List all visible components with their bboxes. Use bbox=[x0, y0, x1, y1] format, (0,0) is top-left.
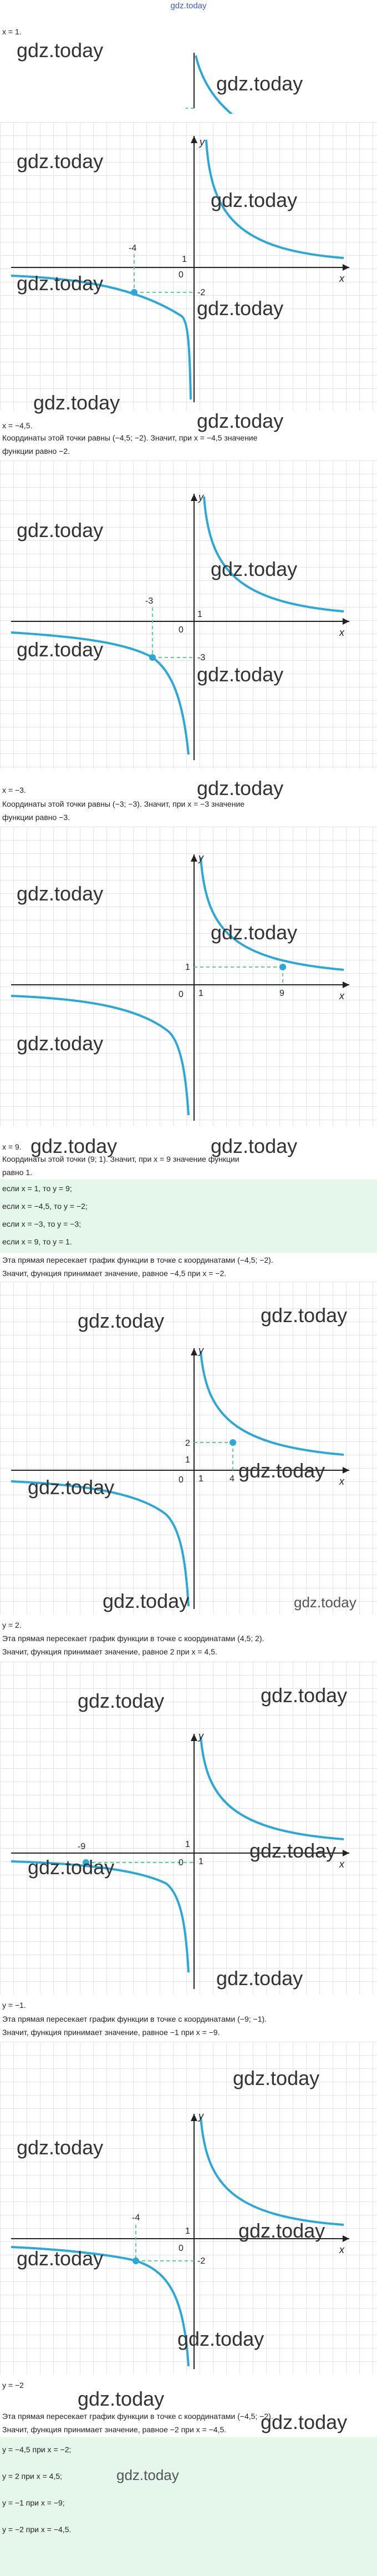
y-axis-label: y bbox=[198, 492, 203, 503]
text-coordm3b: функции равно −3. bbox=[2, 813, 70, 822]
graph-5-svg bbox=[0, 1662, 377, 1995]
tick-one: 1 bbox=[185, 963, 190, 972]
tick-val: -3 bbox=[197, 653, 206, 662]
text-inter4: Эта прямая пересекает график функции в точке с координатами (−4,5; −2). bbox=[2, 2412, 273, 2421]
summary-box-2 bbox=[0, 2437, 377, 2576]
x-axis-label: x bbox=[339, 627, 344, 638]
origin-label: 0 bbox=[179, 1475, 184, 1485]
summary-line: если x = −4,5, то y = −2; bbox=[2, 1202, 88, 1211]
watermark: gdz.today bbox=[249, 1839, 337, 1862]
watermark: gdz.today bbox=[177, 2327, 264, 2350]
origin-label: 0 bbox=[179, 270, 184, 280]
y-axis-label: y bbox=[198, 2111, 203, 2122]
tick-pos: 4 bbox=[230, 1474, 235, 1484]
tick-one: 1 bbox=[185, 1840, 190, 1849]
text-inter1b: Значит, функция принимает значение, равное −4,5 при x = −2. bbox=[2, 1269, 227, 1278]
tick-one-x: 1 bbox=[198, 989, 203, 998]
watermark: gdz.today bbox=[28, 1856, 115, 1879]
watermark: gdz.today bbox=[17, 272, 104, 295]
watermark: gdz.today bbox=[261, 2411, 348, 2433]
graph-5 bbox=[0, 1662, 377, 1995]
watermark: gdz.today bbox=[78, 1309, 165, 1332]
text-x9: x = 9. bbox=[2, 1142, 22, 1151]
watermark: gdz.today bbox=[17, 2136, 104, 2159]
watermark: gdz.today bbox=[17, 519, 104, 541]
origin-label: 0 bbox=[179, 625, 184, 635]
watermark: gdz.today bbox=[33, 391, 120, 414]
tick-one-x: 1 bbox=[198, 1474, 203, 1484]
tick-one: 1 bbox=[197, 610, 202, 619]
watermark: gdz.today bbox=[17, 2247, 104, 2270]
x-axis-label: x bbox=[339, 2244, 344, 2255]
tick-val: 2 bbox=[185, 1439, 190, 1448]
watermark: gdz.today bbox=[103, 1590, 190, 1612]
summary-line: y = −4,5 при x = −2; bbox=[2, 2445, 72, 2454]
x-axis-label: x bbox=[339, 1859, 344, 1870]
watermark: gdz.today bbox=[294, 1594, 356, 1611]
watermark: gdz.today bbox=[197, 663, 284, 686]
text-inter3b: Значит, функция принимает значение, равное −1 при x = −9. bbox=[2, 2028, 220, 2037]
text-coordm3: Координаты этой точки равны (−3; −3). Значит, при x = −3 значение bbox=[2, 799, 245, 808]
tick-pos: 9 bbox=[279, 989, 284, 998]
graph-top-fragment bbox=[0, 53, 377, 114]
origin-label: 0 bbox=[179, 1858, 184, 1868]
watermark: gdz.today bbox=[233, 2067, 320, 2089]
text-x45: x = −4,5. bbox=[2, 421, 33, 430]
graph-2-svg bbox=[0, 460, 377, 768]
y-axis-label: y bbox=[198, 1730, 203, 1742]
tick-val: -2 bbox=[197, 2256, 206, 2266]
x-axis-label: x bbox=[339, 1476, 344, 1487]
text-inter4b: Значит, функция принимает значение, равное −2 при x = −4,5. bbox=[2, 2425, 227, 2434]
text-inter1: Эта прямая пересекает график функции в точке с координатами (−4,5; −2). bbox=[2, 1256, 273, 1264]
tick-neg: -4 bbox=[132, 2213, 140, 2223]
watermark: gdz.today bbox=[28, 1476, 115, 1499]
watermark: gdz.today bbox=[17, 39, 104, 62]
watermark: gdz.today bbox=[238, 1459, 325, 1482]
text-inter3: Эта прямая пересекает график функции в точке с координатами (−9; −1). bbox=[2, 2015, 267, 2023]
watermark: gdz.today bbox=[197, 297, 284, 320]
tick-one: 1 bbox=[185, 1455, 190, 1465]
watermark: gdz.today bbox=[261, 1304, 348, 1327]
tick-val: -2 bbox=[197, 288, 206, 297]
text-ym2: y = −2 bbox=[2, 2381, 24, 2390]
watermark: gdz.today bbox=[211, 558, 298, 580]
watermark: gdz.today bbox=[238, 2219, 325, 2242]
x-axis-label: x bbox=[339, 990, 344, 1001]
x-axis-label: x bbox=[339, 273, 344, 284]
watermark: gdz.today bbox=[197, 409, 284, 432]
graph-3 bbox=[0, 827, 377, 1126]
text-coord45b: функции равно −2. bbox=[2, 447, 70, 456]
watermark: gdz.today bbox=[17, 1032, 104, 1055]
watermark: gdz.today bbox=[17, 882, 104, 905]
tick-neg: -4 bbox=[129, 244, 137, 253]
summary-box-1 bbox=[0, 1180, 377, 1253]
origin-label: 0 bbox=[179, 990, 184, 999]
text-y2: y = 2. bbox=[2, 1621, 22, 1629]
watermark: gdz.today bbox=[116, 2467, 179, 2483]
summary-line: если x = 9, то y = 1. bbox=[2, 1237, 72, 1246]
tick-one: 1 bbox=[185, 2226, 190, 2236]
watermark: gdz.today bbox=[78, 2387, 165, 2410]
watermark: gdz.today bbox=[17, 150, 104, 173]
text-xm3: x = −3. bbox=[2, 786, 26, 794]
summary-line: y = 2 при x = 4,5; bbox=[2, 2472, 63, 2481]
watermark: gdz.today bbox=[261, 1684, 348, 1707]
watermark: gdz.today bbox=[211, 1135, 298, 1157]
tick-neg: -3 bbox=[145, 596, 154, 606]
summary-line: если x = 1, то y = 9; bbox=[2, 1184, 72, 1193]
text-inter2: Эта прямая пересекает график функции в точке с координатами (4,5; 2). bbox=[2, 1634, 264, 1643]
graph-4 bbox=[0, 1282, 377, 1615]
text-coord45: Координаты этой точки равны (−4,5; −2). Значит, при x = −4,5 значение bbox=[2, 433, 258, 442]
tick-neg: -9 bbox=[78, 1842, 86, 1851]
tick-one: 1 bbox=[182, 255, 187, 264]
watermark: gdz.today bbox=[30, 1135, 118, 1157]
text-coord9: Координаты этой точки (9; 1). Значит, при x = 9 значение функции bbox=[2, 1155, 240, 1163]
y-axis-label: y bbox=[198, 852, 203, 863]
site-banner[interactable]: gdz.today bbox=[170, 1, 207, 11]
watermark: gdz.today bbox=[78, 1689, 165, 1712]
tick-one-x: 1 bbox=[198, 1857, 203, 1866]
watermark: gdz.today bbox=[216, 72, 303, 95]
y-axis-label: y bbox=[198, 1345, 203, 1356]
graph-3-svg bbox=[0, 827, 377, 1126]
watermark: gdz.today bbox=[17, 638, 104, 661]
text-ym1: y = −1. bbox=[2, 2001, 26, 2010]
watermark: gdz.today bbox=[216, 1967, 303, 1990]
text-x1: x = 1. bbox=[2, 27, 22, 36]
origin-label: 0 bbox=[179, 2244, 184, 2253]
summary-line: если x = −3, то y = −3; bbox=[2, 1219, 81, 1228]
text-coord9b: равно 1. bbox=[2, 1168, 33, 1177]
watermark: gdz.today bbox=[211, 189, 298, 211]
summary-line: y = −1 при x = −9; bbox=[2, 2498, 65, 2507]
graph-6 bbox=[0, 2042, 377, 2375]
summary-line: y = −2 при x = −4,5. bbox=[2, 2525, 72, 2534]
text-inter2b: Значит, функция принимает значение, равное 2 при x = 4,5. bbox=[2, 1647, 217, 1656]
graph-6-svg bbox=[0, 2042, 377, 2375]
watermark: gdz.today bbox=[211, 921, 298, 944]
y-axis-label: y bbox=[200, 136, 205, 148]
watermark: gdz.today bbox=[197, 777, 284, 799]
graph-4-svg bbox=[0, 1282, 377, 1615]
graph-2 bbox=[0, 460, 377, 768]
